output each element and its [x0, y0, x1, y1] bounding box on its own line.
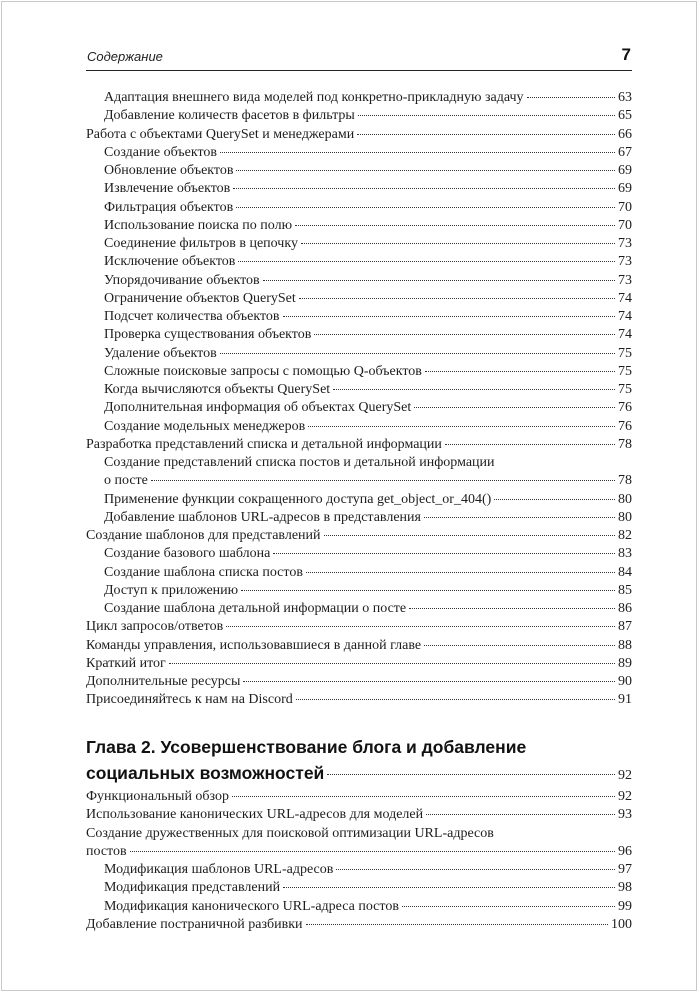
section-title: Содержание — [87, 49, 163, 64]
toc-entry-title: Работа с объектами QuerySet и менеджерами — [86, 126, 355, 142]
dot-leader — [333, 389, 615, 390]
toc-entry-title: Создание базового шаблона — [104, 546, 271, 562]
toc-entry-page: 75 — [618, 345, 632, 361]
dot-leader — [327, 774, 615, 775]
dot-leader — [233, 188, 615, 189]
toc-entry-page: 80 — [618, 491, 632, 507]
toc-entry — [86, 788, 632, 806]
toc-entry-title: Проверка существования объектов — [104, 327, 312, 343]
chapter-title-line2: социальных возможностей — [86, 763, 325, 783]
toc-entry — [86, 436, 632, 454]
dot-leader — [283, 316, 616, 317]
dot-leader — [296, 699, 615, 700]
toc-entry-title: Создание модельных менеджеров — [104, 418, 306, 434]
toc-entry — [86, 253, 632, 271]
toc-entry-title: Модификация шаблонов URL-адресов — [104, 862, 334, 877]
toc-entry — [86, 691, 632, 709]
toc-entry-title: Команды управления, использовавшиеся в данной главе — [86, 637, 422, 653]
toc-entry-title: Извлечение объектов — [104, 181, 231, 197]
dot-leader — [424, 645, 615, 646]
chapter-title-line1: Глава 2. Усовершенствование блога и добавление — [86, 737, 527, 757]
toc-entry-title: Использование поиска по полю — [104, 217, 293, 233]
toc-entry-title: Сложные поисковые запросы с помощью Q-объектов — [104, 363, 422, 379]
dot-leader — [402, 906, 615, 907]
toc-entry — [86, 472, 632, 490]
toc-entry-page: 75 — [618, 382, 632, 397]
toc-entry — [86, 879, 632, 897]
toc-entry — [86, 363, 632, 381]
toc-entry — [86, 491, 632, 509]
dot-leader — [306, 924, 608, 925]
chapter-title-line2-row — [86, 760, 632, 786]
dot-leader — [308, 426, 615, 427]
dot-leader — [358, 115, 615, 116]
toc-entry-page: 74 — [618, 309, 632, 324]
toc-entry-title: Дополнительная информация об объектах QuerySet — [104, 400, 412, 416]
toc-entry-page: 99 — [618, 898, 632, 914]
toc-entry — [86, 655, 632, 673]
toc-entry-page: 63 — [618, 90, 632, 105]
toc-entry-page: 90 — [618, 674, 632, 689]
toc-entry — [86, 618, 632, 636]
page-number: 7 — [621, 45, 631, 64]
toc-entry-page: 70 — [618, 217, 632, 233]
dot-leader — [220, 152, 615, 153]
toc-entry-title: Соединение фильтров в цепочку — [104, 236, 298, 251]
toc-entry-title: Упорядочивание объектов — [104, 272, 260, 288]
dot-leader — [425, 371, 615, 372]
toc-entry — [86, 600, 632, 618]
dot-leader — [232, 796, 615, 797]
toc-entry — [86, 916, 632, 934]
toc-entry-title: Доступ к приложению — [104, 582, 239, 598]
toc-entry — [86, 144, 632, 162]
toc-entry — [86, 180, 632, 198]
toc-entry-page: 66 — [618, 126, 632, 142]
dot-leader — [263, 280, 615, 281]
toc-entry — [86, 199, 632, 217]
toc-entry — [86, 345, 632, 363]
toc-entry-page: 96 — [618, 843, 632, 859]
toc-entry-page: 80 — [618, 509, 632, 525]
dot-leader — [295, 225, 615, 226]
dot-leader — [414, 407, 615, 408]
toc-entry-title: Функциональный обзор — [86, 789, 230, 804]
dot-leader — [243, 681, 615, 682]
dot-leader — [130, 851, 615, 852]
dot-leader — [336, 869, 615, 870]
toc-entry — [86, 326, 632, 344]
toc-entry-title: Исключение объектов — [104, 254, 236, 270]
dot-leader — [273, 553, 615, 554]
dot-leader — [357, 134, 615, 135]
toc-entry — [86, 235, 632, 253]
toc-entry-page: 65 — [618, 108, 632, 124]
dot-leader — [236, 207, 615, 208]
toc-entry-title: Создание шаблона списка постов — [104, 564, 303, 580]
toc-list — [86, 89, 632, 710]
toc-entry-title: Создание шаблонов для представлений — [86, 528, 321, 543]
dot-leader — [301, 243, 615, 244]
dot-leader — [283, 887, 615, 888]
toc-entry-page: 75 — [618, 363, 632, 379]
toc-entry-title: Присоединяйтесь к нам на Discord — [86, 692, 293, 708]
dot-leader — [426, 814, 615, 815]
toc-entry-page: 73 — [618, 254, 632, 270]
chapter-page: 92 — [618, 768, 632, 783]
running-header — [86, 44, 632, 71]
toc-entry-title: Цикл запросов/ответов — [86, 619, 224, 635]
toc-entry-page: 89 — [618, 655, 632, 671]
toc-entry-title: Разработка представлений списка и детальной информации — [86, 436, 442, 452]
toc-entry-title: Краткий итог — [86, 655, 166, 671]
toc-entry-page: 82 — [618, 528, 632, 543]
dot-leader — [314, 334, 615, 335]
toc-entry-title: Адаптация внешнего вида моделей под конкретно-прикладную задачу — [104, 90, 524, 105]
toc-entry-page: 78 — [618, 473, 632, 489]
toc-entry — [86, 290, 632, 308]
toc-entry-page: 73 — [618, 236, 632, 251]
toc-entry — [86, 582, 632, 600]
toc-entry — [86, 418, 632, 436]
toc-entry-title: Модификация представлений — [104, 880, 281, 896]
toc-entry-page: 91 — [618, 692, 632, 708]
toc-entry — [86, 564, 632, 582]
toc-entry-page: 67 — [618, 144, 632, 160]
dot-leader — [299, 298, 615, 299]
toc-entry-page: 83 — [618, 546, 632, 562]
toc-entry-page: 70 — [618, 199, 632, 215]
toc-entry — [86, 545, 632, 563]
toc-entry — [86, 843, 632, 861]
toc-entry-page: 84 — [618, 564, 632, 580]
toc-entry-title: Фильтрация объектов — [104, 199, 234, 215]
toc-entry-page: 76 — [618, 400, 632, 416]
toc-entry-title: Модификация канонического URL-адреса постов — [104, 898, 399, 914]
toc-entry-title: Удаление объектов — [104, 345, 217, 361]
toc-entry — [86, 637, 632, 655]
toc-entry-title: Применение функции сокращенного доступа get_object_or_404() — [104, 491, 492, 507]
toc-entry — [86, 308, 632, 326]
toc-entry — [86, 89, 632, 107]
dot-leader — [527, 97, 615, 98]
toc-entry-page: 69 — [618, 181, 632, 197]
dot-leader — [236, 170, 615, 171]
dot-leader — [241, 590, 615, 591]
toc-entry — [86, 381, 632, 399]
dot-leader — [324, 535, 615, 536]
toc-entry-page: 78 — [618, 436, 632, 452]
toc-entry-page: 98 — [618, 880, 632, 896]
toc-entry-page: 92 — [618, 789, 632, 804]
toc-entry-title: Создание дружественных для поисковой оптимизации URL-адресов — [86, 825, 494, 841]
toc-entry-page: 76 — [618, 418, 632, 434]
toc-entry — [86, 527, 632, 545]
toc-entry — [86, 673, 632, 691]
toc-entry-title: Обновление объектов — [104, 163, 234, 178]
toc-entry — [86, 898, 632, 916]
toc-entry-title: Дополнительные ресурсы — [86, 674, 241, 689]
toc-entry-title: Использование канонических URL-адресов для моделей — [86, 807, 424, 823]
toc-entry — [86, 399, 632, 417]
dot-leader — [494, 499, 615, 500]
dot-leader — [151, 480, 615, 481]
dot-leader — [169, 663, 615, 664]
toc-entry-title: Ограничение объектов QuerySet — [104, 290, 296, 306]
toc-entry — [86, 162, 632, 180]
toc-entry-title: Создание шаблона детальной информации о посте — [104, 601, 407, 616]
toc-entry-title: Подсчет количества объектов — [104, 309, 280, 324]
toc-entry-title: Добавление постраничной разбивки — [86, 916, 303, 932]
dot-leader — [238, 261, 615, 262]
toc-entry-page: 74 — [618, 327, 632, 343]
toc-entry — [86, 126, 632, 144]
toc-entry-title: Создание представлений списка постов и детальной информации — [104, 455, 495, 470]
dot-leader — [306, 572, 615, 573]
toc-entry-page: 97 — [618, 862, 632, 877]
toc-entry — [86, 217, 632, 235]
toc-entry-page: 100 — [611, 916, 632, 932]
toc-entry-page: 87 — [618, 619, 632, 635]
dot-leader — [424, 517, 615, 518]
toc-entry-title: постов — [86, 843, 127, 859]
toc-entry-page: 74 — [618, 290, 632, 306]
chapter-heading — [86, 734, 632, 786]
toc-entry — [86, 825, 632, 843]
dot-leader — [220, 353, 615, 354]
dot-leader — [226, 626, 615, 627]
toc-entry-page: 86 — [618, 601, 632, 616]
toc-entry — [86, 272, 632, 290]
toc-entry-title: Добавление шаблонов URL-адресов в представления — [104, 509, 421, 525]
toc-entry-title: о посте — [104, 473, 148, 489]
toc-entry-page: 85 — [618, 582, 632, 598]
toc-entry-page: 93 — [618, 807, 632, 823]
toc-entry — [86, 509, 632, 527]
toc-entry — [86, 806, 632, 824]
toc-entry-title: Создание объектов — [104, 144, 218, 160]
toc-entry-title: Добавление количеств фасетов в фильтры — [104, 108, 355, 124]
dot-leader — [409, 608, 615, 609]
toc-entry-page: 88 — [618, 637, 632, 653]
toc-entry-page: 73 — [618, 272, 632, 288]
toc-entry — [86, 454, 632, 472]
toc-list-chapter2 — [86, 788, 632, 934]
toc-entry — [86, 861, 632, 879]
toc-entry-page: 69 — [618, 163, 632, 178]
toc-entry-title: Когда вычисляются объекты QuerySet — [104, 382, 331, 397]
toc-entry — [86, 107, 632, 125]
dot-leader — [445, 444, 615, 445]
